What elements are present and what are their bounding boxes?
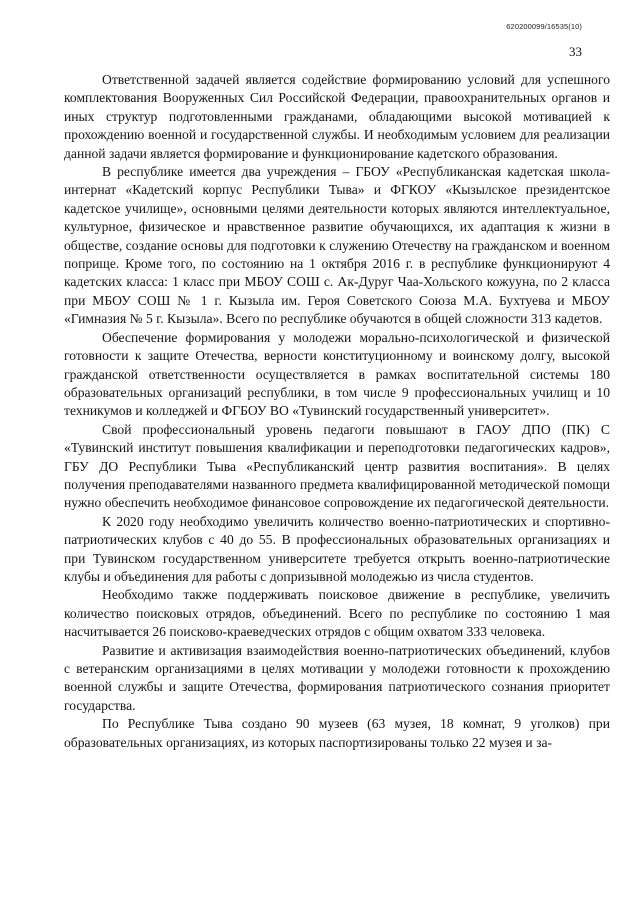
paragraph-cadet-education-goal: Ответственной задачей является содействие формированию условий для успешного комплектования Вооруженных Сил Российской Федерации, правоохранительных органов и иных структур подготовленными гражданами, обладающими высокой мотивацией к прохождению военной и государственной службы. И необходимым условием для реализации данной задачи является формирование и функционирование кадетского образования.: [64, 72, 610, 161]
paragraph-museums: По Республике Тыва создано 90 музеев (63 музея, 18 комнат, 9 уголков) при образовательных организациях, из которых паспортизированы только 22 музея и за-: [64, 716, 610, 750]
paragraph-search-movement: Необходимо также поддерживать поисковое движение в республике, увеличить количество поисковых отрядов, объединений. Всего по республике по состоянию 1 мая насчитывается 26 поисково-краеведческих отрядов с общим охватом 333 человека.: [64, 587, 610, 640]
paragraph-teacher-training: Свой профессиональный уровень педагоги повышают в ГАОУ ДПО (ПК) С «Тувинский институт повышения квалификации и переподготовки педагогических кадров», ГБУ ДО Республики Тыва «Республиканский центр развития воспитания». В целях получения преподавателями названного предмета квалифицированной методической помощи нужно обеспечить необходимое финансовое сопровождение их педагогической деятельности.: [64, 421, 610, 511]
paragraph-clubs-2020: К 2020 году необходимо увеличить количество военно-патриотических и спортивно-патриотических клубов с 40 до 55. В профессиональных образовательных организациях и при Тувинском государственном университете требуется открыть военно-патриотические клубы и объединения для работы с допризывной молодежью из числа студентов.: [64, 513, 610, 584]
paragraph-veteran-cooperation: Развитие и активизация взаимодействия военно-патриотических объединений, клубов с ветеранским организациями в целях мотивации у молодежи готовности к прохождению военной службы и защите Отечества, формирования патриотического сознания приоритет государства.: [64, 642, 610, 713]
document-id: 620200099/16535(10): [506, 22, 582, 31]
paragraph-moral-readiness: Обеспечение формирования у молодежи морально-психологической и физической готовности к защите Отечества, верности конституционному и воинскому долгу, высокой гражданской ответственности осуществляется в рамках воспитательной системы 180 образовательных организаций республики, в том числе 9 профессиональных училищ и 10 техникумов и колледжей и ФГБОУ ВО «Тувинский государственный университет».: [64, 329, 610, 419]
document-body: [64, 71, 610, 752]
paragraph-cadet-institutions: В республике имеется два учреждения – ГБОУ «Республиканская кадетская школа-интернат «Кадетский корпус Республики Тыва» и ФГКОУ «Кызылское президентское кадетское училище», основными целями деятельности которых являются интеллектуальное, культурное, физическое и нравственное развитие обучающихся, их адаптация к жизни в обществе, создание основы для подготовки к служению Отечеству на гражданском и военном поприще. Кроме того, по состоянию на 1 октября 2016 г. в республике функционируют 4 кадетских класса: 1 класс при МБОУ СОШ с. Ак-Дуруг Чаа-Хольского кожууна, по 2 класса при МБОУ СОШ № 1 г. Кызыла им. Героя Советского Союза М.А. Бухтуева и МБОУ «Гимназия № 5 г. Кызыла». Всего по республике обучаются в общей сложности 313 кадетов.: [64, 164, 610, 327]
page-number: 33: [569, 44, 582, 59]
